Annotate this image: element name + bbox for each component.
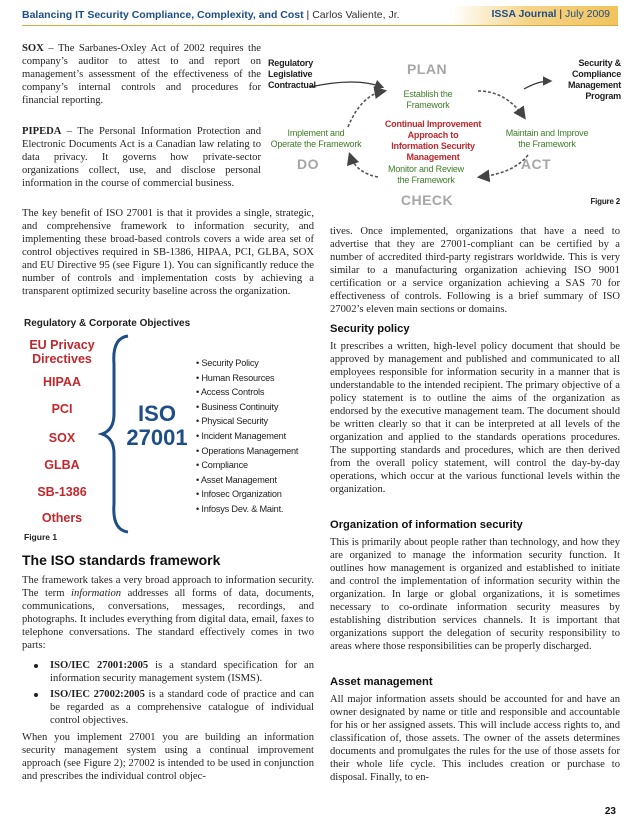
- security-policy-paragraph: It prescribes a written, high-level policy document that should be approved by management and published and communicated to all employees responsible for information security in a manner that is understandable to the intended recipient. The primary objective of a policy statement is to outline the aims of the organization as endorsed by the executive management team. The document should be written clearly so that it can be interpreted at all levels of the organization and applied to the standards operations procedures. The supporting standards and procedures, which are then derived from the overall policy statement, will control the day-by-day operations, which occur at the various functional levels within the organization.: [330, 341, 620, 495]
- pipeda-term: PIPEDA: [22, 126, 62, 137]
- bullet-dot-icon: [34, 664, 38, 668]
- header-left: Balancing IT Security Compliance, Complexity, and Cost | Carlos Valiente, Jr.: [22, 9, 400, 21]
- fig1-control-item: • Infosec Organization: [196, 489, 282, 500]
- header-author: Carlos Valiente, Jr.: [312, 9, 400, 21]
- fig1-reg-sox: SOX: [48, 431, 76, 445]
- iso-framework-p1-b: addresses all forms of data, documents, communications, conversations, messages, recordings, and photographs. It includes everything from digital data, email, faxes to telephone conversations. The standard effectively comes in two parts:: [22, 588, 314, 651]
- fig1-caption: Figure 1: [24, 532, 58, 542]
- fig1-control-item: • Incident Management: [196, 430, 286, 441]
- bullet-27001-term: ISO/IEC 27001:2005: [50, 660, 149, 671]
- fig1-control-item: • Human Resources: [196, 372, 275, 383]
- fig2-do-label: DO: [297, 156, 319, 172]
- bullet-27002-text: is a standard code of practice and can be regarded as a comprehensive catalogue of individual control objectives.: [50, 689, 315, 726]
- iso-framework-paragraph: [22, 574, 314, 652]
- fig1-control-item: • Compliance: [196, 460, 248, 471]
- pipeda-paragraph: [22, 125, 261, 190]
- iso-framework-p1-a: The framework takes a very broad approach to information security. The term: [22, 575, 314, 599]
- asset-management-paragraph: All major information assets should be accounted for and have an owner designated by name or title and responsible and accountable for his or her assigned assets. This will include access rights to, and classification of, those assets. The owner of the assets determines documents and promulgates the rules for the use of those assets for their whole life cycle. This includes creation or purchase to disposal. Finally, to en-: [330, 694, 620, 783]
- asset-management-heading: Asset management: [330, 676, 433, 688]
- fig1-reg-others: Others: [41, 511, 83, 525]
- figure-2-pdca-diagram: [266, 55, 621, 215]
- iso-framework-heading: The ISO standards framework: [22, 552, 221, 568]
- fig1-control-item: • Security Policy: [196, 358, 259, 368]
- header-date: July 2009: [565, 8, 610, 20]
- fig1-control-item: • Asset Management: [196, 474, 277, 485]
- fig1-iso-27001: ISO 27001: [126, 401, 188, 450]
- fig1-reg-glba: GLBA: [44, 458, 80, 472]
- fig2-regulatory-label: Regulatory Legislative Contractual: [268, 58, 316, 90]
- fig1-control-item: • Operations Management: [196, 445, 299, 456]
- figure-1-iso-mapping: [24, 318, 316, 540]
- fig1-control-item: • Infosys Dev. & Maint.: [196, 503, 284, 514]
- bullet-27002-term: ISO/IEC 27002:2005: [50, 689, 145, 700]
- pipeda-text: – The Personal Information Protection and Electronic Documents Act is a Canadian law relating to data privacy. It governs how private-sector organizations collect, use, and disclose personal information in the course of commercial business.: [22, 126, 261, 189]
- fig2-monitor-label: Monitor and Review the Framework: [388, 164, 464, 185]
- bullet-dot-icon: [34, 693, 38, 697]
- sox-text: – The Sarbanes-Oxley Act of 2002 requires the company’s auditor to attest to and report on management’s assessment of the effectiveness of the company’s internal controls and procedures for financial reporting.: [22, 43, 261, 106]
- running-header: [22, 6, 618, 26]
- fig2-security-program-label: Security & Compliance Management Program: [567, 58, 621, 101]
- fig1-control-item: • Business Continuity: [196, 401, 279, 412]
- fig2-plan-label: PLAN: [406, 61, 448, 77]
- fig1-control-item: • Access Controls: [196, 387, 265, 398]
- fig1-reg-eu-privacy: EU Privacy Directives: [29, 338, 95, 366]
- sox-term: SOX: [22, 43, 44, 54]
- fig2-continual-improvement-label: Continual Improvement Approach to Information Security Management: [384, 119, 482, 162]
- fig1-reg-pci: PCI: [51, 402, 73, 416]
- fig2-caption: Figure 2: [590, 197, 620, 206]
- implement-paragraph: When you implement 27001 you are building an information security management system using a continual improvement approach (see Figure 2); 27002 is intended to be used in conjunction and prescribes the individual control objec-: [22, 732, 314, 782]
- bullet-27001-text: is a standard specification for an information security management system (ISMS).: [50, 660, 314, 684]
- bullet-item-27001: [34, 659, 314, 685]
- fig2-implement-label: Implement and Operate the Framework: [270, 128, 362, 149]
- header-title: Balancing IT Security Compliance, Complexity, and Cost: [22, 9, 304, 21]
- org-security-paragraph: This is primarily about people rather than technology, and how they are organized to manage the information security function. It outlines how management is organized and established to initiate and control the implementation of information security within the organization. In large or global organizations, it is sometimes necessary to co-ordinate information security measures by establishing distribution services channels. It is important that organizations support the delegation of security responsibility to areas where those responsibilities can be properly discharged.: [330, 537, 620, 652]
- fig2-act-label: ACT: [520, 156, 552, 172]
- fig1-controls-list: [196, 356, 316, 517]
- header-right: ISSA Journal | July 2009: [452, 6, 618, 25]
- right-intro-paragraph: tives. Once implemented, organizations that have a need to advertise that they are 27001-compliant can be certified by a number of accredited third-party registrars worldwide. This is very similar to a manufacturing organization achieving ISO 9001 certification or a service organization achieving a SAS 70 for effectiveness of controls. Following is a brief summary of ISO 27002’s eleven main sections or domains.: [330, 226, 620, 315]
- fig1-heading: Regulatory & Corporate Objectives: [24, 318, 191, 329]
- bullet-item-27002: [34, 688, 314, 727]
- iso-framework-p1-emphasis: information: [71, 588, 122, 599]
- header-journal: ISSA Journal: [491, 8, 557, 20]
- fig2-maintain-label: Maintain and Improve the Framework: [505, 128, 589, 149]
- security-policy-heading: Security policy: [330, 323, 410, 335]
- fig2-establish-label: Establish the Framework: [403, 89, 453, 110]
- fig2-check-label: CHECK: [400, 192, 454, 208]
- fig1-control-item: • Physical Security: [196, 416, 268, 427]
- page-number: 23: [604, 806, 616, 817]
- sox-paragraph: [22, 42, 261, 107]
- fig1-reg-sb1386: SB-1386: [37, 485, 87, 499]
- fig1-reg-hipaa: HIPAA: [43, 375, 81, 389]
- org-security-heading: Organization of information security: [330, 519, 523, 531]
- key-benefit-paragraph: The key benefit of ISO 27001 is that it provides a single, strategic, and comprehensive framework to information security, and implementing these broad-based controls covers a wide area set of control objectives required in SB-1386, HIPAA, PCI, GLBA, SOX and EU Directive 95 (see Figure 1). You can significantly reduce the number of controls and implementation costs by achieving a transparent optimized security baseline across the organization.: [22, 208, 314, 297]
